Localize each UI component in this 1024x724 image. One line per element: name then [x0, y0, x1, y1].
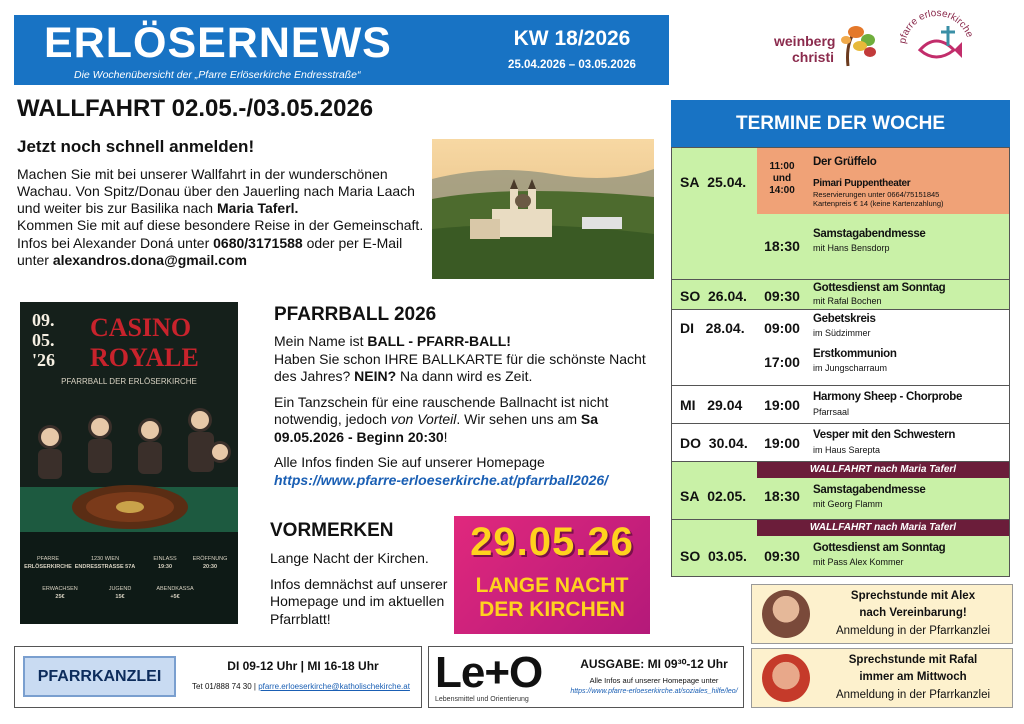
- row-time: 18:30: [764, 238, 800, 254]
- row-sub: Reservierungen unter 0664/75151845: [813, 190, 940, 199]
- pfarrball-body: Mein Name ist BALL - PFARR-BALL! Haben Sie schon IHRE BALLKARTE für die schönste Nacht des Jahres? NEIN? Na dann wird es Zeit. Ein Tanzschein für eine rauschende Ballnacht ist nicht notwendig, jedoch von Vorteil. Wir sehen uns am Sa 09.05.2026 - Beginn 20:30! Alle Infos finden Sie auf unserer Homepage https://www.pfarre-erloeserkirche.at/pfarrball2026/: [274, 333, 646, 488]
- vormerken-body: Lange Nacht der Kirchen. Infos demnächst auf unserer Homepage und im aktuellen Pfarrblatt!: [270, 550, 448, 627]
- svg-text:15€: 15€: [115, 594, 125, 600]
- row-time: 19:00: [764, 397, 800, 413]
- table-row: [672, 280, 1009, 310]
- row-day: SO 26.04.: [680, 288, 747, 304]
- row-event: Samstagabendmesse: [813, 484, 926, 496]
- wallfahrt-title: WALLFAHRT 02.05.-/03.05.2026: [17, 95, 374, 122]
- svg-text:JUGEND: JUGEND: [108, 586, 132, 592]
- svg-text:09.: 09.: [32, 310, 55, 330]
- row-time: 09:00: [764, 320, 800, 336]
- svg-text:ERLÖSERKIRCHE: ERLÖSERKIRCHE: [24, 564, 72, 570]
- avatar: [762, 590, 810, 638]
- svg-text:ROYALE: ROYALE: [90, 343, 199, 372]
- table-row: [672, 520, 1009, 576]
- lange-nacht-line1: LANGE NACHT: [475, 574, 629, 597]
- casino-royale-poster: [20, 302, 238, 624]
- pfarrkanzlei-box: [14, 646, 422, 708]
- pfarrball-title: PFARRBALL 2026: [274, 304, 437, 325]
- wallfahrt-paragraph-2: Kommen Sie mit auf diese besondere Reise in der Gemeinschaft. Infos bei Alexander Doná unter 0680/3171588 oder per E-Mail unter alexandros.dona@gmail.com: [17, 217, 424, 268]
- row-event: Samstagabendmesse: [813, 228, 926, 240]
- svg-text:ENDRESSTRASSE 57A: ENDRESSTRASSE 57A: [74, 564, 136, 570]
- svg-text:ABENDKASSA: ABENDKASSA: [156, 586, 194, 592]
- row-event: Harmony Sheep - Chorprobe: [813, 391, 963, 403]
- row-sub: im Jungscharraum: [813, 363, 888, 373]
- svg-text:+5€: +5€: [170, 594, 180, 600]
- row-day: MI 29.04: [680, 397, 743, 413]
- newsletter-subtitle: Die Wochenübersicht der „Pfarre Erlöserkirche Endresstraße“: [74, 69, 361, 81]
- row-sub: mit Hans Bensdorp: [813, 243, 890, 253]
- pfarre-erloeserkirche-logo: [896, 10, 978, 86]
- sprechstunde-rafal: [751, 648, 1013, 708]
- row-sub: mit Rafal Bochen: [813, 296, 882, 306]
- svg-text:pfarre erlöserkirche: pfarre erlöserkirche: [897, 10, 975, 45]
- row-day: SA 25.04.: [680, 174, 747, 190]
- svg-text:PFARRBALL DER ERLÖSERKIRCHE: PFARRBALL DER ERLÖSERKIRCHE: [61, 377, 197, 386]
- week-dates: 25.04.2026 – 03.05.2026: [508, 59, 636, 71]
- row-sub: im Haus Sarepta: [813, 445, 881, 455]
- vormerken-title: VORMERKEN: [270, 520, 394, 541]
- row-sub: im Südzimmer: [813, 328, 871, 338]
- svg-text:1230 WIEN: 1230 WIEN: [90, 556, 120, 562]
- svg-text:christi: christi: [792, 49, 835, 65]
- row-event: Erstkommunion: [813, 348, 897, 360]
- svg-text:EINLASS: EINLASS: [153, 556, 177, 562]
- svg-text:ERÖFFNUNG: ERÖFFNUNG: [192, 556, 228, 562]
- newsletter-title: ERLÖSERNEWS: [44, 19, 392, 67]
- row-sub: Kartenpreis € 14 (keine Kartenzahlung): [813, 199, 944, 208]
- row-day: SA 02.05.: [680, 488, 747, 504]
- sprechstunde-line3: Anmeldung in der Pfarrkanzlei: [835, 625, 991, 637]
- lange-nacht-line2: DER KIRCHEN: [479, 598, 625, 621]
- header-banner: [14, 15, 669, 85]
- wallfahrt-subtitle: Jetzt noch schnell anmelden!: [17, 137, 255, 156]
- sprechstunde-line1: Sprechstunde mit Rafal: [848, 654, 978, 666]
- table-row: [672, 310, 1009, 386]
- office-email-link[interactable]: pfarre.erloeserkirche@katholischekirche.at: [258, 682, 410, 691]
- row-event: Gottesdienst am Sonntag: [813, 282, 946, 294]
- row-event: Vesper mit den Schwestern: [813, 429, 956, 441]
- leo-logo: Le+O: [435, 648, 543, 697]
- svg-text:PFARRE: PFARRE: [36, 556, 60, 562]
- wallfahrt-banner: WALLFAHRT nach Maria Taferl: [757, 462, 1009, 478]
- sprechstunde-line2: immer am Mittwoch: [859, 671, 967, 683]
- office-hours: DI 09-12 Uhr | MI 16-18 Uhr: [227, 659, 379, 673]
- avatar: [762, 654, 810, 702]
- pfarrkanzlei-label: PFARRKANZLEI: [23, 656, 176, 697]
- row-time: 09:30: [764, 548, 800, 564]
- wallfahrt-paragraph-1: Machen Sie mit bei unserer Wallfahrt in der wunderschönen Wachau. Von Spitz/Donau über den Jauerling nach Maria Laach und weiter bis zur Basilika nach Maria Taferl.: [17, 166, 415, 216]
- table-row: [672, 462, 1009, 520]
- leo-box: [428, 646, 744, 708]
- wallfahrt-banner: WALLFAHRT nach Maria Taferl: [757, 520, 1009, 536]
- row-event: Gottesdienst am Sonntag: [813, 542, 946, 554]
- sprechstunde-line2: nach Vereinbarung!: [859, 607, 967, 619]
- row-event: Gebetskreis: [813, 313, 876, 325]
- leo-link[interactable]: https://www.pfarre-erloeserkirche.at/soziales_hilfe/leo/: [570, 688, 738, 695]
- table-row: [672, 424, 1009, 462]
- calendar-week: KW 18/2026: [513, 27, 631, 50]
- termine-title: TERMINE DER WOCHE: [671, 100, 1010, 147]
- svg-text:'26: '26: [32, 350, 56, 370]
- svg-text:19:30: 19:30: [157, 564, 173, 570]
- weinberg-christi-logo: [770, 18, 880, 78]
- row-day: SO 03.05.: [680, 548, 747, 564]
- leo-info: Alle Infos auf unserer Homepage unter: [589, 676, 719, 685]
- lange-nacht-date: 29.05.26: [470, 520, 634, 564]
- leo-subtitle: Lebensmittel und Orientierung: [435, 696, 529, 703]
- row-day: DO 30.04.: [680, 435, 748, 451]
- row-day: DI 28.04.: [680, 320, 745, 336]
- row-event-2: Pimari Puppentheater: [813, 178, 911, 189]
- row-sub: mit Pass Alex Kommer: [813, 557, 904, 567]
- svg-text:weinberg: weinberg: [774, 33, 836, 49]
- sprechstunde-line3: Anmeldung in der Pfarrkanzlei: [835, 689, 991, 701]
- svg-text:25€: 25€: [55, 594, 65, 600]
- row-sub: mit Georg Flamm: [813, 499, 883, 509]
- row-time: 09:30: [764, 288, 800, 304]
- row-time: 11:00 und 14:00: [769, 161, 795, 196]
- row-time: 17:00: [764, 354, 800, 370]
- table-row: [672, 386, 1009, 424]
- row-sub: Pfarrsaal: [813, 407, 850, 417]
- lange-nacht-badge: [454, 516, 650, 634]
- sprechstunde-line1: Sprechstunde mit Alex: [850, 590, 976, 602]
- maria-taferl-photo: [432, 139, 654, 279]
- row-event: Der Grüffelo: [813, 156, 877, 168]
- leo-ausgabe: AUSGABE: MI 09³⁰-12 Uhr: [580, 657, 728, 671]
- office-contact: Tet 01/888 74 30 | pfarre.erloeserkirche@katholischekirche.at: [192, 682, 410, 691]
- svg-text:20:30: 20:30: [202, 564, 218, 570]
- svg-text:05.: 05.: [32, 330, 55, 350]
- table-row: [672, 214, 1009, 280]
- pfarrball-link[interactable]: https://www.pfarre-erloeserkirche.at/pfarrball2026/: [274, 471, 609, 488]
- sprechstunde-alex: [751, 584, 1013, 644]
- termine-table: [671, 147, 1010, 577]
- table-row: [672, 148, 1009, 214]
- svg-text:ERWACHSEN: ERWACHSEN: [42, 586, 78, 592]
- row-time: 18:30: [764, 488, 800, 504]
- row-time: 19:00: [764, 435, 800, 451]
- svg-text:CASINO: CASINO: [90, 313, 192, 342]
